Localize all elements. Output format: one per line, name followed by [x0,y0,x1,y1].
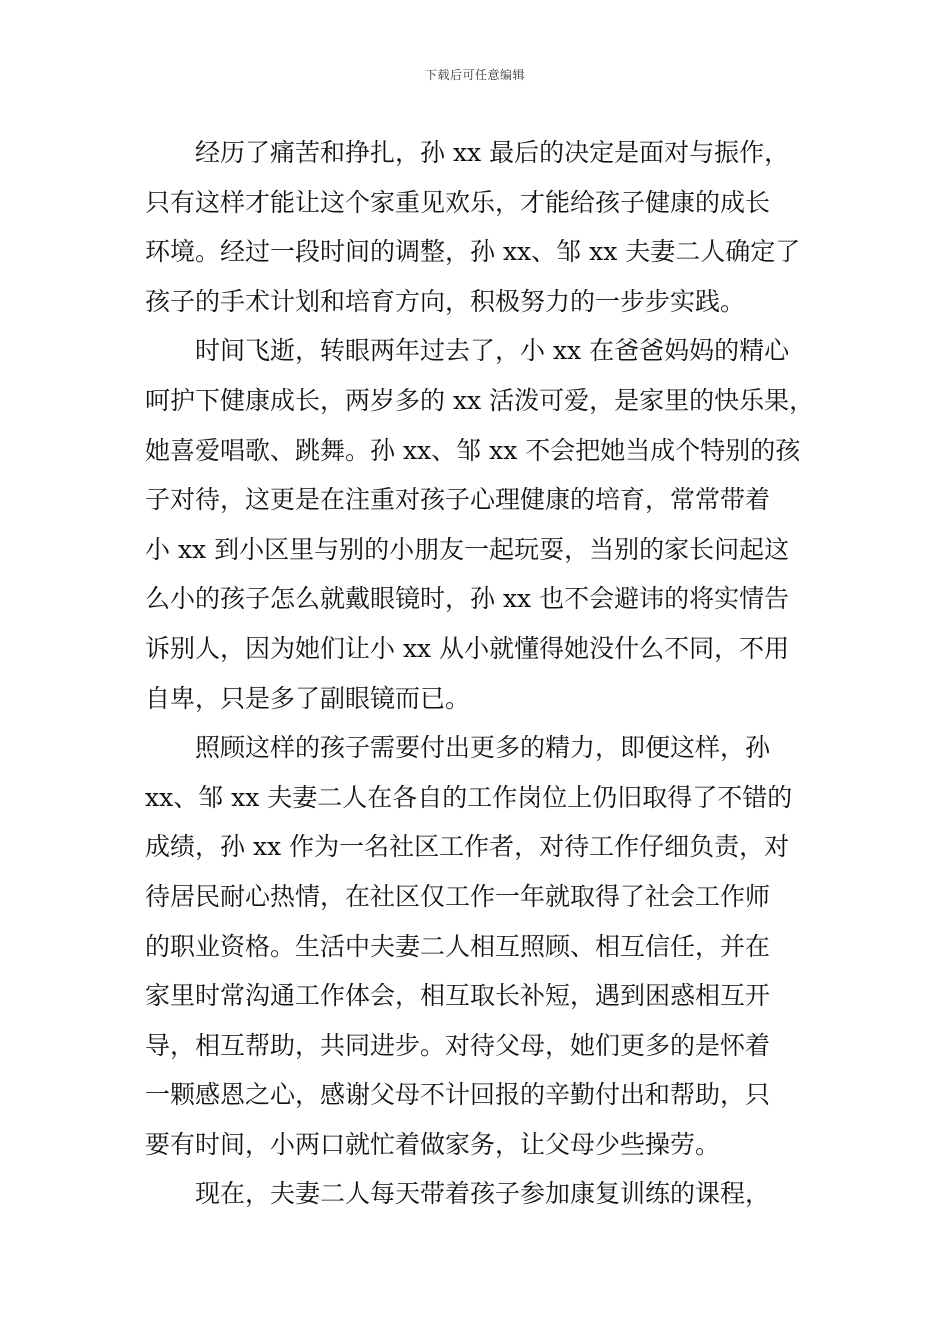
text-line: 家里时常沟通工作体会，相互取长补短，遇到困惑相互开 [145,981,771,1011]
text-line: 要有时间，小两口就忙着做家务，让父母少些操劳。 [145,1129,721,1159]
text-line: 待居民耐心热情，在社区仅工作一年就取得了社会工作师 [145,881,771,911]
paragraph [145,128,810,326]
text-line: 只有这样才能让这个家重见欢乐，才能给孩子健康的成长 [145,187,771,217]
paragraph [145,723,810,1169]
text-line: 照顾这样的孩子需要付出更多的精力，即便这样，孙 [195,733,771,763]
text-line: 环境。经过一段时间的调整，孙 xx、邹 xx 夫妻二人确定了 [145,237,801,267]
text-line: 诉别人，因为她们让小 xx 从小就懂得她没什么不同，不用 [145,633,790,663]
text-line: 导，相互帮助，共同进步。对待父母，她们更多的是怀着 [145,1030,771,1060]
paragraph [145,326,815,723]
text-line: xx、邹 xx 夫妻二人在各自的工作岗位上仍旧取得了不错的 [145,782,793,812]
text-line: 时间飞逝，转眼两年过去了，小 xx 在爸爸妈妈的精心 [195,336,790,366]
text-line: 小 xx 到小区里与别的小朋友一起玩耍，当别的家长问起这 [145,534,790,564]
text-line: 自卑，只是多了副眼镜而已。 [145,683,471,713]
text-line: 现在，夫妻二人每天带着孩子参加康复训练的课程， [195,1179,771,1209]
page-header: 下载后可任意编辑 [424,68,525,82]
text-line: 么小的孩子怎么就戴眼镜时，孙 xx 也不会避讳的将实情告 [145,584,790,614]
paragraph [145,1169,810,1219]
text-line: 呵护下健康成长，两岁多的 xx 活泼可爱，是家里的快乐果， [145,385,815,415]
text-line: 子对待，这更是在注重对孩子心理健康的培育，常常带着 [145,485,771,515]
text-line: 孩子的手术计划和培育方向，积极努力的一步步实践。 [145,286,746,316]
text-line: 成绩，孙 xx 作为一名社区工作者，对待工作仔细负责，对 [145,832,790,862]
text-line: 她喜爱唱歌、跳舞。孙 xx、邹 xx 不会把她当成个特别的孩 [145,435,801,465]
document-body [145,128,815,1219]
text-line: 一颗感恩之心，感谢父母不计回报的辛勤付出和帮助，只 [145,1080,771,1110]
text-line: 经历了痛苦和挣扎，孙 xx 最后的决定是面对与振作， [195,138,790,167]
text-line: 的职业资格。生活中夫妻二人相互照顾、相互信任，并在 [145,931,771,961]
